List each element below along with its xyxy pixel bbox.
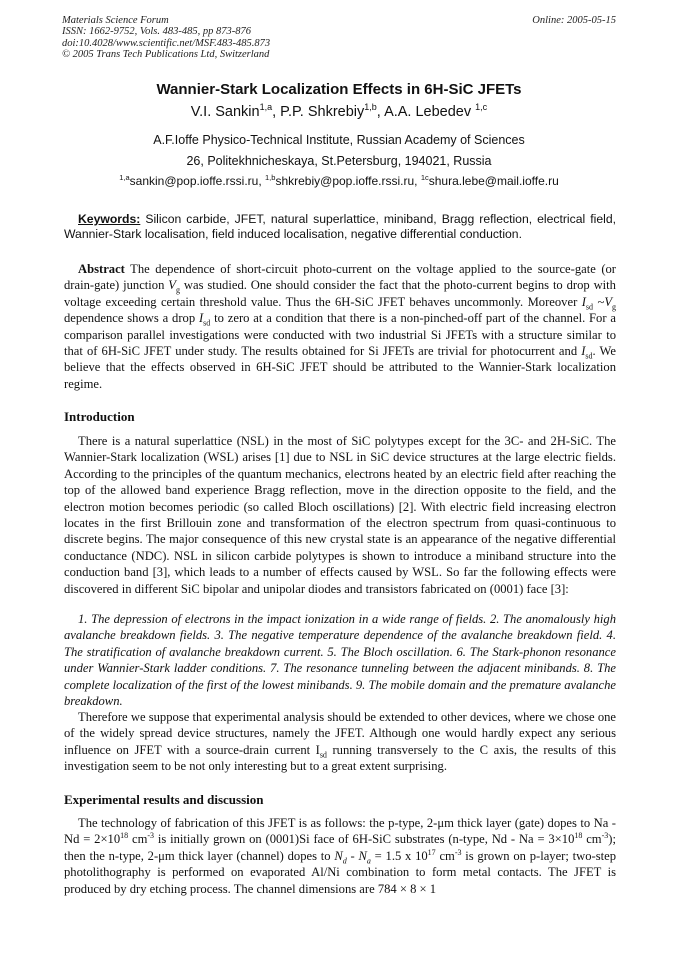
keywords-label: Keywords: xyxy=(78,212,141,226)
abstract-label: Abstract xyxy=(78,262,125,276)
symbol: V xyxy=(604,294,613,309)
symbol-subscript: g xyxy=(176,285,180,295)
intro-text: Therefore we suppose that experimental analysis should be extended to other devices, where we chose one of the widely spread device structures, namely the JFET. Although one would hardly expect any serious influence on JFET with a source-drain current I xyxy=(64,710,616,757)
email-superscript: 1,b xyxy=(265,173,276,182)
symbol-subscript: g xyxy=(612,302,617,312)
author-superscript: 1,a xyxy=(259,102,273,113)
affiliation-address: 26, Politekhnicheskaya, St.Petersburg, 194021, Russia xyxy=(186,154,492,168)
intro-paragraph: There is a natural superlattice (NSL) in the most of SiC polytypes except for the 3C- and 2H-SiC. The Wannier-Stark localization (WSL) arises [1] due to NSL in SiC device structures at the large electric fields. According to the principles of the quantum mechanics, electrons heated by an electric field after reaching the top of the allowed band experience Bragg reflection, move in the direction opposite to the field, and the electron motion becomes periodic (so called Bloch oscillations) [2]. With electric field increasing electron locates in the first Brillouin zone and transformation of the electron spectrum from quasi-continuous to discrete begins. The major consequence of this new crystal state is an appearance of the negative differential conductance (NDC). NSL in silicon carbide polytypes is shown to introduce a miniband structure into the conduction band [3], which leads to a number of effects caused by WSL. So far the following effects were discovered in different SiC bipolar and unipolar diodes and transistors fabricated on (0001) face [3]: xyxy=(64,434,616,596)
section-heading-introduction: Introduction xyxy=(64,409,135,424)
keywords-block xyxy=(64,212,616,241)
results-text: cm xyxy=(439,848,455,863)
email-link[interactable]: shkrebiy@pop.ioffe.rssi.ru, xyxy=(275,174,418,188)
superscript: 18 xyxy=(574,831,583,841)
email-link[interactable]: sankin@pop.ioffe.rssi.ru, xyxy=(129,174,262,188)
symbol-subscript: sd xyxy=(203,318,211,328)
results-text: is grown on p-layer; two-step photolithography is performed on evaporated Al/Ni combination to form metal contacts. The JFET is produced by dry etching process. The channel dimensions are 784 × 8 × 1 xyxy=(64,848,616,896)
results-text: is initially grown on (0001)Si face of 6H-SiC substrates (n-type, Nd - Na = 3×10 xyxy=(157,832,575,847)
symbol-subscript: d xyxy=(342,856,347,866)
author-list: V.I. Sankin$^{1,a}$, P.P. Shkrebiy$^{1,b}$, A.A. Lebedev $^{1,c}$ xyxy=(190,102,488,120)
abstract-text: The dependence of short-circuit photo-current on the voltage applied to the source-gate (or drain-gate) junction xyxy=(64,262,617,293)
online-date: Online: 2005-05-15 xyxy=(532,15,616,26)
symbol-subscript: a xyxy=(366,856,371,866)
intro-paragraph xyxy=(64,709,616,775)
superscript: -3 xyxy=(454,847,462,857)
results-text: = 1.5 x 10 xyxy=(374,848,428,863)
journal-header xyxy=(62,15,270,60)
author-name: P.P. Shkrebiy xyxy=(280,104,365,120)
paper-title: Wannier-Stark Localization Effects in 6H-SiC JFETs xyxy=(156,81,522,98)
abstract-text: was studied. One should consider the fact that the photo-current begins to drop with voltage exceeding certain threshold value. Thus the 6H-SiC JFET behaves uncommonly. Moreover xyxy=(64,278,616,309)
symbol: I xyxy=(198,311,204,326)
superscript: 17 xyxy=(427,847,436,857)
section-heading-results: Experimental results and discussion xyxy=(64,792,264,807)
results-text: The technology of fabrication of this JFET is as follows: the p-type, 2-μm thick layer (gate) dopes to Na - Nd = 2×10 xyxy=(64,816,616,847)
symbol-subscript: sd xyxy=(319,750,327,760)
journal-copyright: © 2005 Trans Tech Publications Ltd, Switzerland xyxy=(62,48,270,60)
abstract-text: . We believe that the effects observed in 6H-SiC JFET should be attributed to the Wannier-Stark localization regime. xyxy=(64,344,616,391)
affiliation-line: A.F.Ioffe Physico-Technical Institute, Russian Academy of Sciences xyxy=(153,133,525,147)
email-superscript: 1c xyxy=(420,173,429,182)
symbol: V xyxy=(168,278,176,293)
superscript: -3 xyxy=(601,831,609,841)
symbol-subscript: sd xyxy=(585,302,594,312)
effects-list-paragraph: 1. The depression of electrons in the impact ionization in a wide range of fields. 2. The anomalously high avalanche breakdown fields. 3. The negative temperature dependence of the avalanche breakdown field. 4. The stratification of avalanche breakdown current. 5. The Bloch oscillation. 6. The Stark-phonon resonance under Wannier-Stark ladder conditions. 7. The resonance tunneling between the adjacent minibands. 8. The complete localization of the first of the lowest minibands. 9. The mobile domain and the premature avalanche breakdown. xyxy=(64,612,616,709)
results-text: cm xyxy=(131,832,148,847)
symbol: I xyxy=(581,344,586,359)
keywords-text: Silicon carbide, JFET, natural superlattice, miniband, Bragg reflection, electrical field, Wannier-Stark localisation, field induced localisation, negative differential conduction. xyxy=(64,212,616,241)
intro-text: running transversely to the C axis, the results of this investigation seem to be not only interesting but to a great extent surprising. xyxy=(64,742,616,774)
journal-name: Materials Science Forum xyxy=(62,15,169,26)
abstract-text: ~ xyxy=(597,294,605,309)
author-superscript: 1,b xyxy=(364,102,377,113)
author-name: V.I. Sankin xyxy=(190,104,260,120)
superscript: -3 xyxy=(147,831,155,841)
symbol-subscript: sd xyxy=(585,351,593,361)
journal-issn: ISSN: 1662-9752, Vols. 483-485, pp 873-876 xyxy=(62,26,251,38)
symbol: - xyxy=(350,848,355,863)
email-link[interactable]: shura.lebe@mail.ioffe.ru xyxy=(428,174,559,188)
abstract-paragraph xyxy=(64,261,616,392)
abstract-text: to zero at a condition that there is a non-pinched-off part of the channel. For a comparison parallel investigations were conducted with two industrial Si JFETs with a structure similar to that of 6H-SiC JFET under study. The results obtained for Si JFETs are trivial for photocurrent and xyxy=(64,311,616,359)
journal-doi: doi:10.4028/www.scientific.net/MSF.483-485.873 xyxy=(62,37,271,49)
author-superscript: 1,c xyxy=(475,102,488,113)
results-text: cm xyxy=(586,832,602,847)
symbol: I xyxy=(581,294,586,309)
email-superscript: 1,a xyxy=(119,173,130,182)
results-paragraph xyxy=(64,815,616,897)
abstract-text: dependence shows a drop xyxy=(64,311,196,326)
superscript: 18 xyxy=(120,831,129,841)
symbol: N xyxy=(334,848,343,863)
symbol: N xyxy=(358,848,367,863)
author-emails xyxy=(0,174,678,188)
results-text: ); then the n-type, 2-μm thick layer (channel) dopes to xyxy=(64,832,616,863)
author-name: A.A. Lebedev xyxy=(384,104,472,120)
